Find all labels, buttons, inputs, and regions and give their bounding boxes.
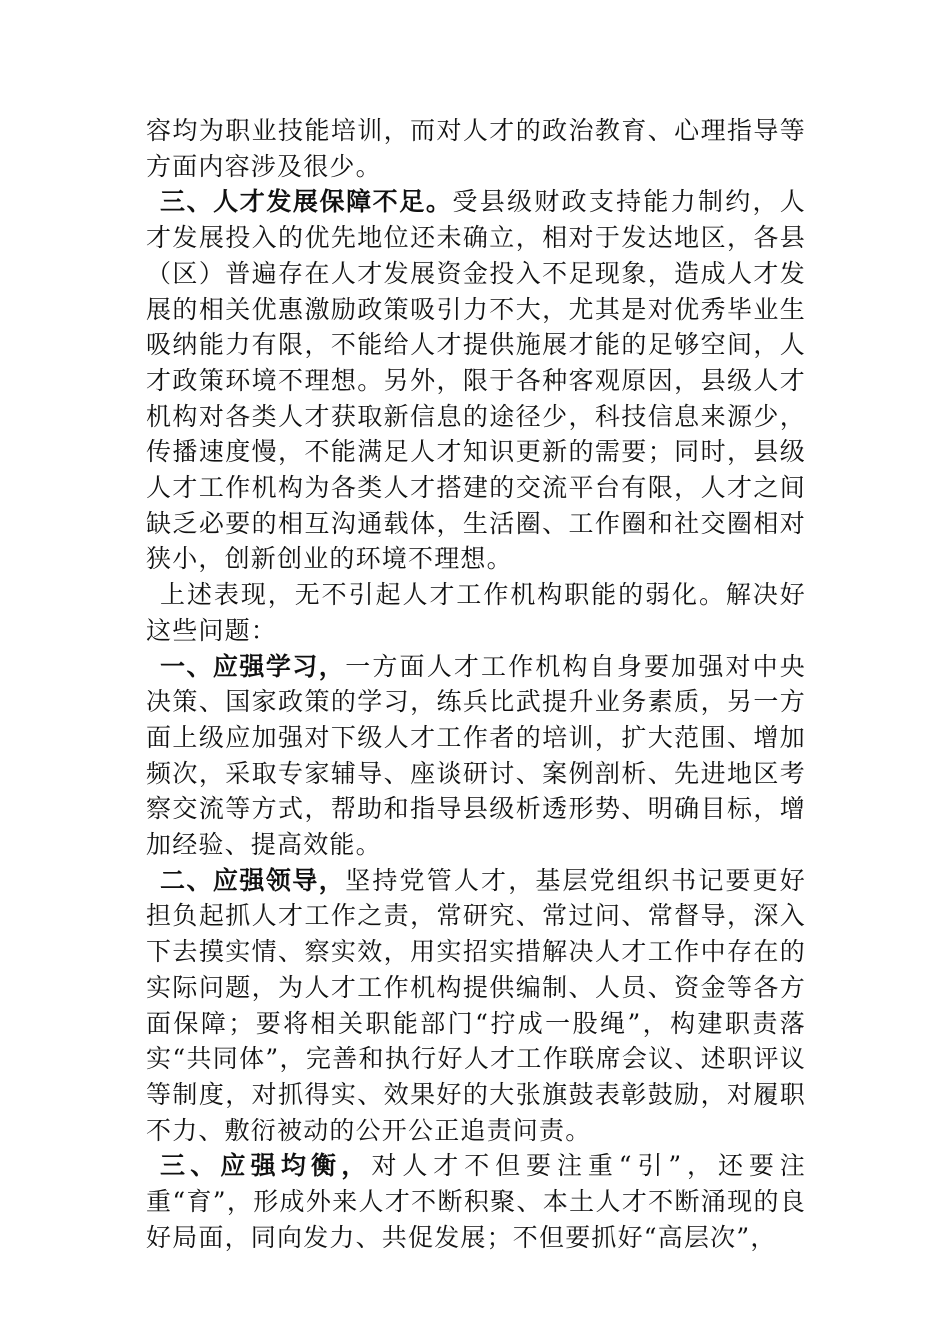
paragraph-text: 一方面人才工作机构自身要加强对中央决策、国家政策的学习，练兵比武提升业务素质，另一方面上级应加强对下级人才工作者的培训，扩大范围、增加频次，采取专家辅导、座谈研讨、案例剖析、先进地区考察交流等方式，帮助和指导县级析透形势、明确目标，增加经验、提高效能。 (146, 651, 806, 860)
document-page (146, 113, 806, 1256)
paragraph-measure-1-learning (146, 649, 806, 863)
section-heading: 三、应强均衡， (160, 1151, 372, 1181)
paragraph-text: 容均为职业技能培训，而对人才的政治教育、心理指导等方面内容涉及很少。 (146, 116, 806, 181)
paragraph-text: 坚持党管人才，基层党组织书记要更好担负起抓人才工作之责，常研究、常过问、常督导，深入下去摸实情、察实效，用实招实措解决人才工作中存在的实际问题，为人才工作机构提供编制、人员、资金等各方面保障；要将相关职能部门“拧成一股绳”，构建职责落实“共同体”，完善和执行好人才工作联席会议、述职评议等制度，对抓得实、效果好的大张旗鼓表彰鼓励，对履职不力、敷衍被动的公开公正追责问责。 (146, 865, 806, 1145)
paragraph-text: 对人才不但要注重“引”，还要注重“育”，形成外来人才不断积聚、本土人才不断涌现的良好局面，同向发力、共促发展；不但要抓好“高层次”， (146, 1151, 806, 1252)
paragraph-continuation (146, 113, 806, 184)
paragraph-summary (146, 577, 806, 648)
section-heading: 一、应强学习， (160, 651, 346, 681)
paragraph-text: 上述表现，无不引起人才工作机构职能的弱化。解决好这些问题： (146, 580, 806, 645)
paragraph-measure-2-leadership (146, 863, 806, 1149)
section-heading: 二、应强领导， (160, 865, 346, 895)
paragraph-section-3-talent-support (146, 184, 806, 577)
paragraph-text: 受县级财政支持能力制约，人才发展投入的优先地位还未确立，相对于发达地区，各县（区）普遍存在人才发展资金投入不足现象，造成人才发展的相关优惠激励政策吸引力不大，尤其是对优秀毕业生吸纳能力有限，不能给人才提供施展才能的足够空间，人才政策环境不理想。另外，限于各种客观原因，县级人才机构对各类人才获取新信息的途径少，科技信息来源少，传播速度慢，不能满足人才知识更新的需要；同时，县级人才工作机构为各类人才搭建的交流平台有限，人才之间缺乏必要的相互沟通载体，生活圈、工作圈和社交圈相对狭小，创新创业的环境不理想。 (146, 187, 806, 574)
section-heading: 三、人才发展保障不足。 (160, 187, 453, 217)
paragraph-measure-3-balance (146, 1148, 806, 1255)
